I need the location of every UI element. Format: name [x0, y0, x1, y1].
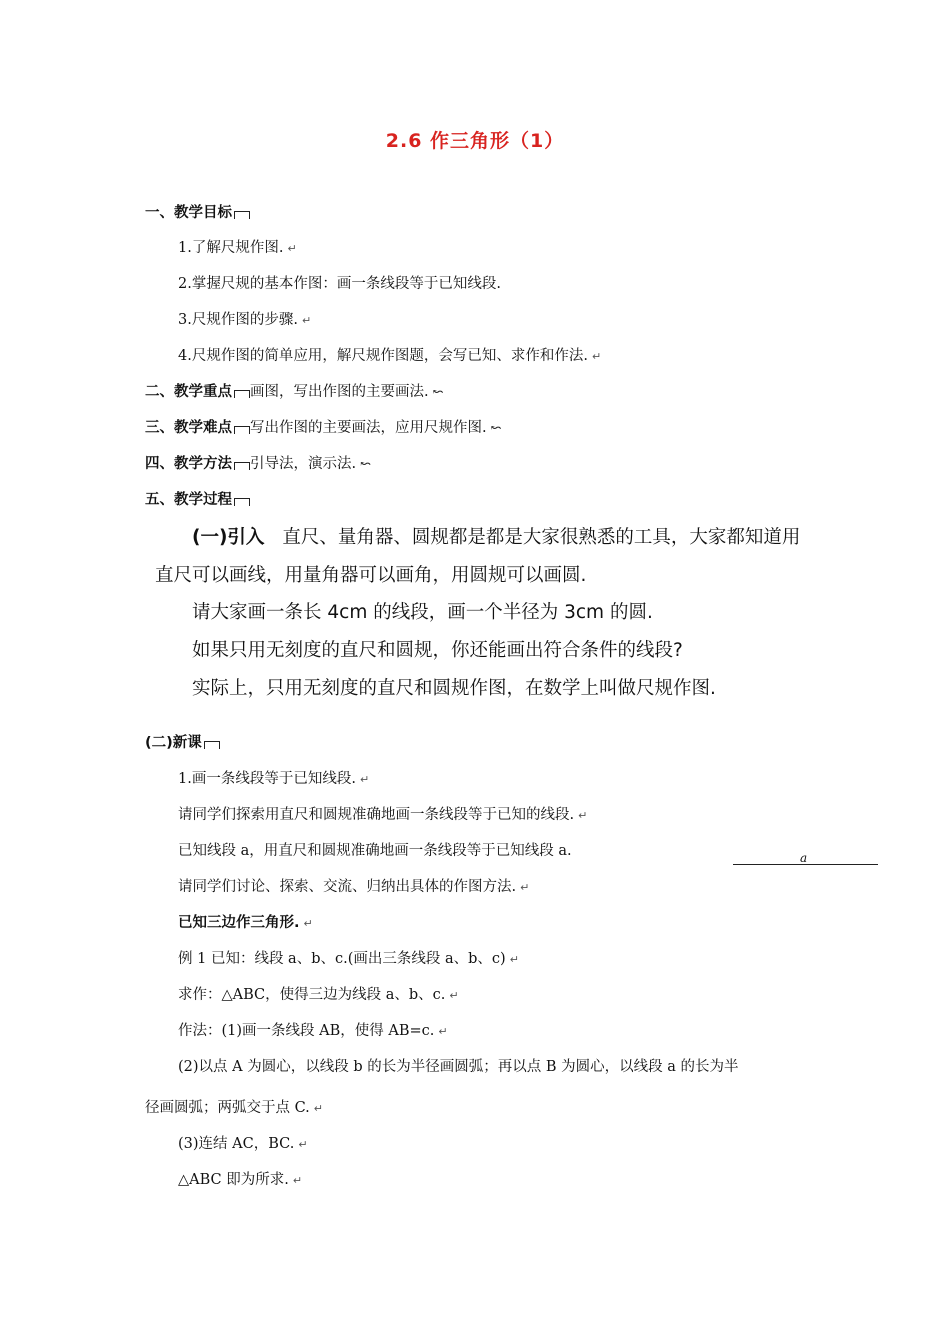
section-methods: [145, 452, 371, 473]
section-key-points: [145, 380, 444, 401]
section-label: 二、教学重点: [145, 384, 232, 400]
intro-paragraph: (一)引入 直尺、量角器、圆规都是都是大家很熟悉的工具，大家都知道用: [192, 527, 801, 548]
newlesson-heading: (二)新课: [145, 731, 220, 752]
return-mark-icon: ↵: [520, 881, 530, 894]
intro-heading: (一)引入: [192, 527, 265, 548]
curl-mark-icon: ↜: [432, 385, 444, 400]
paragraph-mark-icon: [234, 426, 250, 434]
lesson-line: 已知线段 a，用直尺和圆规准确地画一条线段等于已知线段 a.: [178, 843, 572, 859]
return-mark-icon: ↵: [292, 1174, 303, 1187]
return-mark-icon: ↵: [313, 1102, 324, 1115]
goal-item: 3.尺规作图的步骤. ↵: [178, 312, 312, 328]
lesson-line: △ABC 即为所求. ↵: [178, 1172, 303, 1188]
lesson-subheading: 已知三边作三角形. ↵: [178, 915, 313, 931]
intro-paragraph: 实际上，只用无刻度的直尺和圆规作图，在数学上叫做尺规作图.: [192, 678, 716, 699]
paragraph-mark-icon: [234, 390, 250, 398]
lesson-line: 请同学们探索用直尺和圆规准确地画一条线段等于已知的线段. ↵: [178, 807, 588, 823]
section-text: 写出作图的主要画法，应用尺规作图.: [250, 420, 487, 436]
lesson-line: 例 1 已知：线段 a、b、c.(画出三条线段 a、b、c) ↵: [178, 951, 519, 967]
return-mark-icon: ↵: [591, 350, 602, 363]
segment-a-line: [733, 864, 878, 865]
section-label: 五、教学过程: [145, 492, 232, 508]
intro-paragraph: 如果只用无刻度的直尺和圆规，你还能画出符合条件的线段?: [192, 640, 683, 661]
paragraph-mark-icon: [234, 498, 250, 506]
curl-mark-icon: ↜: [490, 421, 502, 436]
return-mark-icon: ↵: [298, 1138, 308, 1151]
return-mark-icon: ↵: [303, 917, 313, 930]
lesson-line: 径画圆弧；两弧交于点 C. ↵: [145, 1100, 324, 1116]
intro-paragraph: 请大家画一条长 4cm 的线段，画一个半径为 3cm 的圆.: [192, 602, 653, 623]
return-mark-icon: ↵: [301, 314, 312, 327]
return-mark-icon: ↵: [449, 989, 459, 1002]
return-mark-icon: ↵: [438, 1025, 448, 1038]
intro-paragraph-cont: 直尺可以画线，用量角器可以画角，用圆规可以画圆.: [155, 565, 587, 586]
lesson-line: (3)连结 AC，BC. ↵: [178, 1136, 308, 1152]
segment-label: a: [800, 851, 808, 865]
paragraph-mark-icon: [204, 741, 220, 749]
goal-item: 2.掌握尺规的基本作图：画一条线段等于已知线段.: [178, 276, 501, 292]
lesson-line: 求作：△ABC，使得三边为线段 a、b、c. ↵: [178, 987, 459, 1003]
return-mark-icon: ↵: [578, 809, 588, 822]
goal-item: 1.了解尺规作图. ↵: [178, 240, 297, 256]
section-label: 一、教学目标: [145, 205, 232, 221]
section-label: 四、教学方法: [145, 456, 232, 472]
section-label: 三、教学难点: [145, 420, 232, 436]
section-text: 引导法，演示法.: [250, 456, 357, 472]
goal-item: 4.尺规作图的简单应用，解尺规作图题，会写已知、求作和作法. ↵: [178, 348, 602, 364]
paragraph-mark-icon: [234, 211, 250, 219]
section-process: [145, 488, 250, 509]
paragraph-mark-icon: [234, 462, 250, 470]
lesson-line: (2)以点 A 为圆心，以线段 b 的长为半径画圆弧；再以点 B 为圆心，以线段 a 的长为半: [178, 1059, 739, 1075]
return-mark-icon: ↵: [509, 953, 519, 966]
section-teaching-goals: [145, 201, 250, 222]
section-text: 画图，写出作图的主要画法.: [250, 384, 429, 400]
lesson-line: 作法：(1)画一条线段 AB，使得 AB=c. ↵: [178, 1023, 448, 1039]
page-title: 2.6 作三角形（1）: [385, 130, 565, 152]
return-mark-icon: ↵: [359, 773, 370, 786]
lesson-line: 请同学们讨论、探索、交流、归纳出具体的作图方法. ↵: [178, 879, 530, 895]
return-mark-icon: ↵: [287, 242, 297, 255]
section-difficulties: [145, 416, 502, 437]
curl-mark-icon: ↜: [360, 457, 372, 472]
lesson-line: 1.画一条线段等于已知线段. ↵: [178, 771, 370, 787]
